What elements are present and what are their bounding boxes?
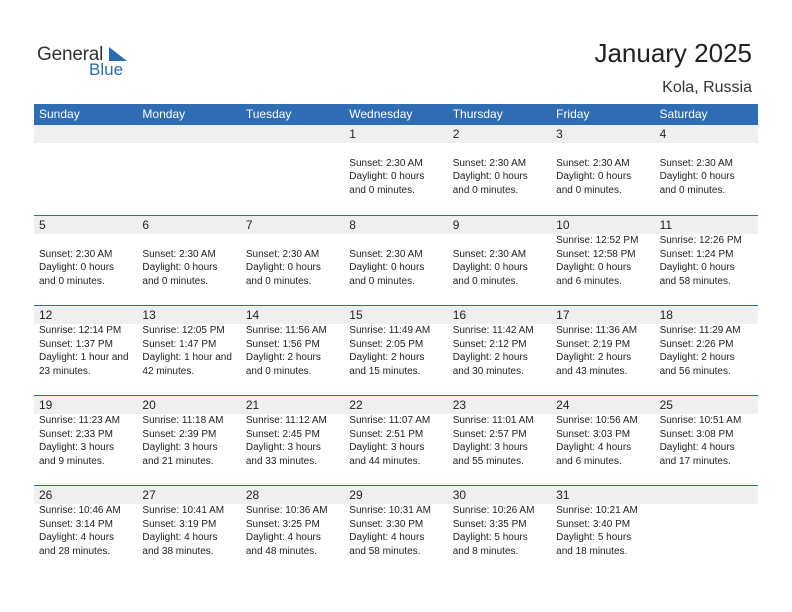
day-number: 19 [39, 398, 53, 412]
day-info-line: Sunset: 2:51 PM [349, 428, 424, 440]
day-info-line: Daylight: 0 hours [556, 262, 632, 273]
day-info-line: and 55 minutes. [452, 455, 524, 467]
day-info-line: and 0 minutes. [142, 275, 209, 287]
day-info-line: and 33 minutes. [245, 455, 318, 467]
day-info-line: 23 minutes. [39, 365, 91, 377]
day-number: 3 [556, 127, 563, 141]
day-cell [34, 396, 137, 485]
day-cell [551, 486, 654, 575]
day-info [39, 234, 137, 288]
day-cell [34, 486, 137, 575]
logo-text-blue: Blue [89, 60, 124, 79]
day-number: 2 [452, 127, 460, 141]
day-number: 8 [349, 218, 356, 232]
day-info-line: Sunset: 2:30 AM [452, 248, 527, 260]
day-number: 31 [556, 488, 570, 502]
day-info-line: Sunset: 2:57 PM [452, 428, 527, 440]
day-info-line: Daylight: 0 hours [452, 171, 528, 182]
day-number: 6 [142, 218, 150, 232]
day-cell [344, 306, 447, 395]
day-info-line: Daylight: 1 hour and [142, 352, 232, 363]
day-info-line: Sunrise: 12:26 PM [659, 235, 742, 246]
weekday-monday: Monday [142, 107, 186, 121]
day-info-line: Sunrise: 11:42 AM [452, 325, 534, 336]
day-cell [137, 216, 240, 305]
day-number: 22 [349, 398, 363, 412]
day-info-line: Sunrise: 10:31 AM [349, 505, 431, 516]
day-info [556, 414, 654, 468]
day-cell [241, 486, 344, 575]
day-cell [448, 396, 551, 485]
day-info [349, 504, 447, 558]
day-info-line: Sunrise: 11:18 AM [142, 415, 224, 426]
day-info [349, 324, 447, 378]
day-number: 28 [245, 488, 260, 502]
day-number: 20 [142, 398, 156, 412]
day-number: 9 [452, 218, 460, 232]
day-number: 27 [142, 488, 156, 502]
day-info [453, 324, 551, 378]
day-info-line: Sunset: 2:12 PM [452, 338, 527, 350]
day-info-line: Sunset: 3:30 PM [349, 518, 424, 530]
day-info-line: Sunset: 12:58 PM [556, 248, 636, 260]
calendar-week-row [34, 305, 758, 395]
day-info-line: Sunrise: 11:36 AM [556, 325, 638, 336]
day-info-line: and 0 minutes. [452, 275, 519, 287]
day-cell [448, 125, 551, 214]
day-info-line: Sunrise: 11:56 AM [245, 325, 327, 336]
day-info [142, 234, 240, 288]
day-info-line: Daylight: 0 hours [659, 171, 735, 182]
day-number: 25 [659, 398, 673, 412]
day-info-line: and 0 minutes. [245, 275, 312, 287]
day-info-line: Sunrise: 10:26 AM [452, 505, 535, 516]
logo-text-general: General [37, 44, 104, 65]
day-info-line: Daylight: 4 hours [142, 532, 218, 543]
day-number: 1 [349, 127, 356, 141]
day-cell [344, 216, 447, 305]
day-info-line: Sunset: 3:25 PM [245, 518, 320, 530]
day-cell [655, 125, 758, 214]
day-info-line: Sunrise: 11:12 AM [245, 415, 327, 426]
day-number: 23 [452, 398, 467, 412]
day-number: 17 [556, 308, 570, 322]
calendar-location: Kola, Russia [662, 79, 752, 96]
day-info-line: and 44 minutes. [349, 455, 421, 467]
day-info-line: Daylight: 0 hours [142, 262, 218, 273]
day-info-line: and 58 minutes. [659, 275, 731, 287]
day-info [453, 504, 551, 558]
day-info-line: Sunset: 1:37 PM [39, 338, 113, 350]
day-info [246, 234, 344, 288]
day-info-line: Daylight: 4 hours [349, 532, 425, 543]
day-cell [448, 216, 551, 305]
day-info-line: and 0 minutes. [349, 184, 415, 196]
day-cell [344, 125, 447, 214]
day-info-line: and 0 minutes. [659, 184, 726, 196]
day-info-line: Sunrise: 10:56 AM [556, 415, 638, 426]
day-info-line: Daylight: 3 hours [349, 442, 425, 453]
day-info [556, 143, 654, 197]
day-info [39, 414, 137, 468]
day-info-line: Sunset: 3:03 PM [556, 428, 631, 440]
day-info [556, 504, 654, 558]
day-info-line: and 8 minutes. [452, 545, 519, 557]
day-info [453, 143, 551, 197]
day-number: 4 [659, 127, 667, 141]
day-info-line: Daylight: 2 hours [349, 352, 425, 363]
day-number: 7 [245, 218, 253, 232]
day-info-line: Daylight: 5 hours [556, 532, 632, 543]
day-cell [241, 396, 344, 485]
weekday-wednesday: Wednesday [349, 107, 413, 121]
day-info [660, 143, 758, 197]
day-info-line: Sunset: 1:47 PM [142, 338, 217, 350]
day-info-line: Sunset: 2:30 AM [349, 157, 423, 169]
day-info-line: and 0 minutes. [245, 365, 312, 377]
day-info-line: Sunrise: 12:52 PM [556, 235, 639, 246]
day-cell [34, 306, 137, 395]
day-cell [137, 486, 240, 575]
day-info-line: Sunset: 2:30 AM [142, 248, 216, 260]
day-cell [551, 306, 654, 395]
day-info-line: and 58 minutes. [349, 545, 421, 557]
day-info-line: Sunrise: 11:49 AM [349, 325, 431, 336]
day-info [142, 414, 240, 468]
day-number: 21 [245, 398, 260, 412]
day-info [349, 143, 447, 197]
day-info-line: Sunrise: 11:01 AM [452, 415, 534, 426]
day-number: 12 [39, 308, 53, 322]
calendar-week-row [34, 485, 758, 575]
day-info-line: Daylight: 2 hours [452, 352, 528, 363]
day-info-line: and 0 minutes. [452, 184, 519, 196]
day-info-line: and 28 minutes. [39, 545, 111, 557]
day-info [660, 324, 758, 378]
day-info-line: and 6 minutes. [556, 275, 622, 287]
weekday-saturday: Saturday [659, 107, 708, 121]
day-info-line: Sunset: 2:19 PM [556, 338, 631, 350]
day-info-line: Sunrise: 10:21 AM [556, 505, 638, 516]
day-info [556, 324, 654, 378]
day-cell [344, 396, 447, 485]
day-info-line: Daylight: 0 hours [39, 262, 115, 273]
day-info-line: and 48 minutes. [245, 545, 318, 557]
day-info-line: Daylight: 0 hours [349, 171, 425, 182]
day-info-line: Sunset: 2:30 AM [349, 248, 423, 260]
day-cell [655, 396, 758, 485]
day-info [39, 324, 137, 378]
day-info [660, 414, 758, 468]
day-info-line: Daylight: 3 hours [39, 442, 115, 453]
day-info-line: Sunrise: 12:05 PM [142, 325, 225, 336]
day-info-line: and 6 minutes. [556, 455, 622, 467]
day-cell [137, 396, 240, 485]
day-info-line: Sunrise: 10:36 AM [245, 505, 328, 516]
weekday-sunday: Sunday [39, 107, 80, 121]
day-info-line: and 30 minutes. [452, 365, 524, 377]
day-info-line: Daylight: 0 hours [659, 262, 735, 273]
day-cell [551, 125, 654, 214]
day-cell [241, 306, 344, 395]
day-info-line: Daylight: 0 hours [556, 171, 632, 182]
day-number: 10 [556, 218, 570, 232]
day-info-line: Daylight: 4 hours [556, 442, 632, 453]
day-info [453, 414, 551, 468]
day-info [142, 504, 240, 558]
day-cell [448, 486, 551, 575]
day-info-line: Daylight: 1 hour and [39, 352, 129, 363]
day-info [453, 234, 551, 288]
day-number: 29 [349, 488, 363, 502]
weekday-thursday: Thursday [452, 107, 503, 121]
day-number: 24 [556, 398, 570, 412]
day-info-line: Sunset: 1:24 PM [659, 248, 734, 260]
day-info-line: Sunset: 3:35 PM [452, 518, 527, 530]
day-cell [551, 216, 654, 305]
day-info-line: and 18 minutes. [556, 545, 628, 557]
day-info-line: Daylight: 0 hours [349, 262, 425, 273]
day-info-line: Sunset: 2:30 AM [245, 248, 320, 260]
day-info-line: Daylight: 0 hours [452, 262, 528, 273]
day-number: 16 [452, 308, 467, 322]
day-info-line: Daylight: 3 hours [245, 442, 321, 453]
day-info-line: Daylight: 2 hours [659, 352, 735, 363]
day-info-line: and 17 minutes. [659, 455, 731, 467]
day-info-line: Sunset: 3:40 PM [556, 518, 631, 530]
calendar-weeks [34, 125, 758, 575]
day-info-line: Sunset: 2:26 PM [659, 338, 734, 350]
day-info-line: Daylight: 4 hours [659, 442, 735, 453]
day-info-line: 42 minutes. [142, 365, 195, 377]
day-info-line: Sunset: 2:05 PM [349, 338, 424, 350]
day-info-line: Sunrise: 10:51 AM [659, 415, 742, 426]
day-info [660, 234, 758, 288]
day-info-line: Daylight: 5 hours [452, 532, 528, 543]
calendar-week-row [34, 395, 758, 485]
day-info-line: and 38 minutes. [142, 545, 214, 557]
day-cell [551, 396, 654, 485]
day-cell [137, 306, 240, 395]
day-cell [34, 216, 137, 305]
day-info-line: and 43 minutes. [556, 365, 628, 377]
day-info-line: Sunset: 1:56 PM [245, 338, 320, 350]
day-info [246, 504, 344, 558]
day-info-line: Sunset: 2:30 AM [452, 157, 527, 169]
day-number: 11 [659, 218, 673, 232]
calendar-week-row [34, 125, 758, 215]
brand-logo [37, 44, 137, 80]
day-cell [344, 486, 447, 575]
day-number: 13 [142, 308, 156, 322]
day-info-line: Sunset: 3:08 PM [659, 428, 734, 440]
day-info-line: Sunset: 2:30 AM [659, 157, 733, 169]
day-number: 15 [349, 308, 363, 322]
day-info-line: Sunrise: 10:46 AM [39, 505, 121, 516]
day-info [556, 234, 654, 288]
day-info-line: Daylight: 2 hours [245, 352, 321, 363]
day-info-line: Daylight: 4 hours [39, 532, 115, 543]
calendar-grid [34, 104, 758, 575]
day-info-line: Sunset: 2:33 PM [39, 428, 113, 440]
calendar-title: January 2025 [594, 38, 752, 68]
day-info-line: and 56 minutes. [659, 365, 731, 377]
day-info-line: and 0 minutes. [556, 184, 622, 196]
day-info [142, 324, 240, 378]
weekday-header [34, 104, 758, 125]
day-cell [655, 216, 758, 305]
day-info-line: Daylight: 2 hours [556, 352, 632, 363]
day-info-line: Sunset: 2:39 PM [142, 428, 217, 440]
day-info-line: and 15 minutes. [349, 365, 421, 377]
day-info-line: Sunset: 2:30 AM [556, 157, 630, 169]
day-info [246, 324, 344, 378]
calendar-week-row [34, 215, 758, 305]
day-info-line: Sunrise: 11:07 AM [349, 415, 431, 426]
day-cell [241, 216, 344, 305]
day-info [349, 414, 447, 468]
weekday-friday: Friday [556, 107, 590, 121]
day-info [246, 414, 344, 468]
day-info [349, 234, 447, 288]
day-number: 26 [39, 488, 53, 502]
day-info-line: Sunset: 2:30 AM [39, 248, 113, 260]
day-info-line: Sunrise: 11:29 AM [659, 325, 741, 336]
day-cell [655, 306, 758, 395]
day-number: 14 [245, 308, 260, 322]
day-info-line: Sunset: 3:19 PM [142, 518, 217, 530]
day-info-line: Daylight: 3 hours [142, 442, 218, 453]
day-info-line: Sunrise: 10:41 AM [142, 505, 225, 516]
day-info-line: Daylight: 4 hours [245, 532, 321, 543]
day-info-line: Daylight: 3 hours [452, 442, 528, 453]
day-info-line: Sunset: 3:14 PM [39, 518, 113, 530]
day-info-line: Sunrise: 12:14 PM [39, 325, 122, 336]
day-info-line: Daylight: 0 hours [245, 262, 321, 273]
day-info-line: Sunrise: 11:23 AM [39, 415, 120, 426]
weekday-tuesday: Tuesday [245, 107, 292, 121]
day-info-line: and 21 minutes. [142, 455, 214, 467]
day-info-line: and 0 minutes. [349, 275, 415, 287]
day-info-line: and 9 minutes. [39, 455, 105, 467]
day-number: 5 [39, 218, 46, 232]
day-info [39, 504, 137, 558]
day-number: 18 [659, 308, 673, 322]
day-info-line: and 0 minutes. [39, 275, 105, 287]
day-cell [448, 306, 551, 395]
day-info-line: Sunset: 2:45 PM [245, 428, 320, 440]
day-number: 30 [452, 488, 467, 502]
